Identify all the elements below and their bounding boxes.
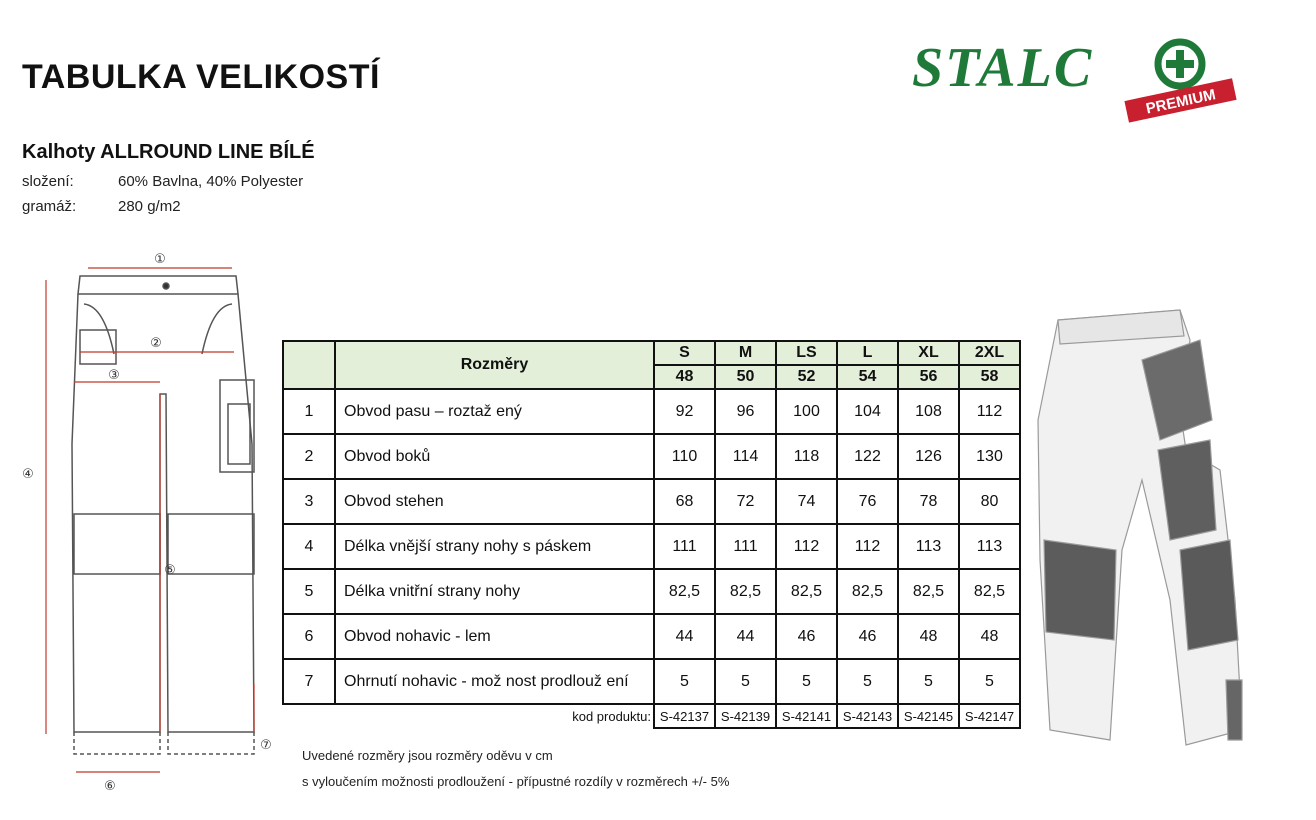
blank-cell [283,704,335,728]
size-number: 58 [959,365,1020,389]
row-number: 1 [283,389,335,434]
table-cell: 5 [959,659,1020,704]
table-row [283,569,1020,614]
table-cell: 46 [837,614,898,659]
table-row [283,524,1020,569]
size-letter: L [837,341,898,365]
row-label: Ohrnutí nohavic - mož nost prodlouž ení [335,659,654,704]
note-tolerance: s vyloučením možnosti prodloužení - přípustné rozdíly v rozměrech +/- 5% [302,774,730,789]
size-letter: M [715,341,776,365]
marker-1: ① [154,252,166,267]
header-number [283,341,335,389]
logo-plus-o-icon [1158,42,1202,86]
table-cell: 5 [654,659,715,704]
note-dimensions: Uvedené rozměry jsou rozměry oděvu v cm [302,748,553,763]
table-cell: 92 [654,389,715,434]
weight-value: 280 g/m2 [118,198,181,215]
table-cell: 100 [776,389,837,434]
size-letter: XL [898,341,959,365]
table-row [283,434,1020,479]
table-cell: 112 [776,524,837,569]
marker-2: ② [150,336,162,351]
product-code-label: kod produktu: [335,704,654,728]
marker-4: ④ [22,467,34,482]
table-row [283,659,1020,704]
product-code: S-42147 [959,704,1020,728]
table-cell: 44 [654,614,715,659]
size-number: 48 [654,365,715,389]
table-cell: 130 [959,434,1020,479]
size-number: 50 [715,365,776,389]
table-cell: 104 [837,389,898,434]
product-code: S-42139 [715,704,776,728]
size-number: 52 [776,365,837,389]
logo-premium-text: PREMIUM [1144,86,1218,118]
product-code: S-42141 [776,704,837,728]
table-cell: 78 [898,479,959,524]
table-cell: 82,5 [959,569,1020,614]
row-number: 4 [283,524,335,569]
size-number: 54 [837,365,898,389]
table-cell: 80 [959,479,1020,524]
row-number: 2 [283,434,335,479]
row-label: Délka vnitřní strany nohy [335,569,654,614]
table-cell: 46 [776,614,837,659]
table-cell: 111 [715,524,776,569]
row-label: Obvod boků [335,434,654,479]
table-cell: 110 [654,434,715,479]
table-cell: 5 [776,659,837,704]
table-cell: 82,5 [715,569,776,614]
size-letter: S [654,341,715,365]
table-cell: 5 [898,659,959,704]
composition-value: 60% Bavlna, 40% Polyester [118,173,304,190]
header-dimensions: Rozměry [335,341,654,389]
size-table [282,340,1021,729]
row-number: 7 [283,659,335,704]
row-label: Obvod nohavic - lem [335,614,654,659]
page-title: TABULKA VELIKOSTÍ [22,58,380,96]
stalco-logo [908,28,1248,128]
table-row [283,614,1020,659]
product-code: S-42143 [837,704,898,728]
table-cell: 82,5 [654,569,715,614]
table-cell: 96 [715,389,776,434]
composition-spec [22,173,303,190]
table-cell: 114 [715,434,776,479]
table-row [283,389,1020,434]
table-cell: 82,5 [898,569,959,614]
size-letter: LS [776,341,837,365]
row-number: 5 [283,569,335,614]
row-label: Obvod stehen [335,479,654,524]
table-cell: 68 [654,479,715,524]
table-cell: 112 [959,389,1020,434]
table-cell: 76 [837,479,898,524]
table-cell: 122 [837,434,898,479]
table-cell: 44 [715,614,776,659]
table-cell: 74 [776,479,837,524]
marker-5: ⑤ [164,563,176,578]
row-label: Délka vnější strany nohy s páskem [335,524,654,569]
table-cell: 5 [837,659,898,704]
table-cell: 113 [898,524,959,569]
table-row [283,479,1020,524]
row-label: Obvod pasu – roztaž ený [335,389,654,434]
product-code: S-42145 [898,704,959,728]
product-code: S-42137 [654,704,715,728]
table-cell: 82,5 [776,569,837,614]
marker-3: ③ [108,368,120,383]
size-letter: 2XL [959,341,1020,365]
table-cell: 48 [959,614,1020,659]
trousers-product-photo [1030,300,1255,755]
table-cell: 111 [654,524,715,569]
table-cell: 48 [898,614,959,659]
marker-7: ⑦ [260,738,272,753]
table-cell: 72 [715,479,776,524]
composition-label: složení: [22,173,74,190]
table-cell: 112 [837,524,898,569]
table-cell: 113 [959,524,1020,569]
weight-spec [22,198,181,215]
table-cell: 126 [898,434,959,479]
row-number: 6 [283,614,335,659]
row-number: 3 [283,479,335,524]
weight-label: gramáž: [22,198,77,215]
product-code-row [283,704,1020,728]
trousers-technical-drawing [14,244,286,800]
table-cell: 118 [776,434,837,479]
table-cell: 108 [898,389,959,434]
table-cell: 5 [715,659,776,704]
product-name: Kalhoty ALLROUND LINE BÍLÉ [22,141,315,163]
size-number: 56 [898,365,959,389]
marker-6: ⑥ [104,779,116,794]
table-cell: 82,5 [837,569,898,614]
logo-wordmark: STALC [912,37,1094,99]
